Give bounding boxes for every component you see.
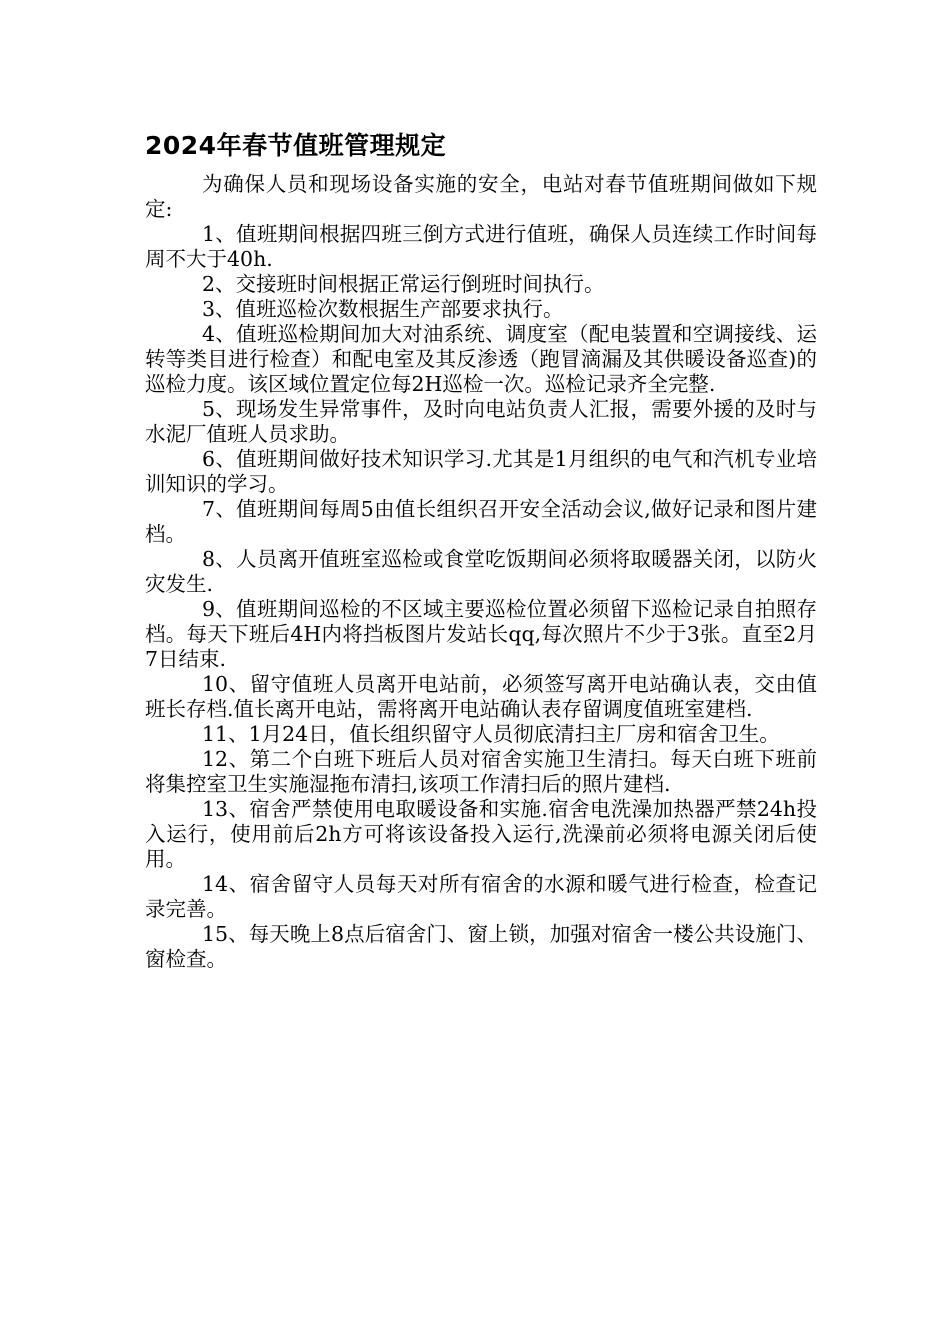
rule-paragraph-6: 6、值班期间做好技术知识学习.尤其是1月组织的电气和汽机专业培训知识的学习。 bbox=[145, 447, 817, 496]
document-title: 2024年春节值班管理规定 bbox=[145, 131, 447, 160]
rule-paragraph-13: 13、宿舍严禁使用电取暖设备和实施.宿舍电洗澡加热器严禁24h投入运行，使用前后2h方可将该设备投入运行,洗澡前必须将电源关闭后使用。 bbox=[145, 797, 817, 871]
rule-paragraph-3: 3、值班巡检次数根据生产部要求执行。 bbox=[202, 297, 564, 321]
document-body bbox=[145, 128, 817, 972]
rule-paragraph-14: 14、宿舍留守人员每天对所有宿舍的水源和暖气进行检查，检查记录完善。 bbox=[145, 872, 817, 921]
rule-paragraph-15: 15、每天晚上8点后宿舍门、窗上锁，加强对宿舍一楼公共设施门、窗检查。 bbox=[145, 922, 817, 971]
rule-paragraph-1: 1、值班期间根据四班三倒方式进行值班，确保人员连续工作时间每周不大于40h. bbox=[145, 222, 817, 271]
rule-paragraph-8: 8、人员离开值班室巡检或食堂吃饭期间必须将取暖器关闭，以防火灾发生. bbox=[145, 547, 817, 596]
rule-paragraph-5: 5、现场发生异常事件，及时向电站负责人汇报，需要外援的及时与水泥厂值班人员求助。 bbox=[145, 397, 817, 446]
rule-paragraph-7: 7、值班期间每周5由值长组织召开安全活动会议,做好记录和图片建档。 bbox=[145, 497, 817, 546]
rule-paragraph-9: 9、值班期间巡检的不区域主要巡检位置必须留下巡检记录自拍照存档。每天下班后4H内将挡板图片发站长qq,每次照片不少于3张。直至2月7日结束. bbox=[145, 597, 817, 671]
rule-paragraph-12: 12、第二个白班下班后人员对宿舍实施卫生清扫。每天白班下班前将集控室卫生实施湿拖布清扫,该项工作清扫后的照片建档. bbox=[145, 747, 817, 796]
intro-paragraph: 为确保人员和现场设备实施的安全，电站对春节值班期间做如下规定: bbox=[145, 172, 817, 221]
rule-paragraph-2: 2、交接班时间根据正常运行倒班时间执行。 bbox=[202, 272, 605, 296]
rule-paragraph-4: 4、值班巡检期间加大对油系统、调度室（配电装置和空调接线、运转等类目进行检查）和配电室及其反渗透（跑冒滴漏及其供暖设备巡查)的巡检力度。该区域位置定位每2H巡检一次。巡检记录齐全完整. bbox=[145, 322, 817, 396]
rule-paragraph-11: 11、1月24日，值长组织留守人员彻底清扫主厂房和宿舍卫生。 bbox=[202, 722, 780, 746]
rule-paragraph-10: 10、留守值班人员离开电站前，必须签写离开电站确认表，交由值班长存档.值长离开电站，需将离开电站确认表存留调度值班室建档. bbox=[145, 672, 817, 721]
